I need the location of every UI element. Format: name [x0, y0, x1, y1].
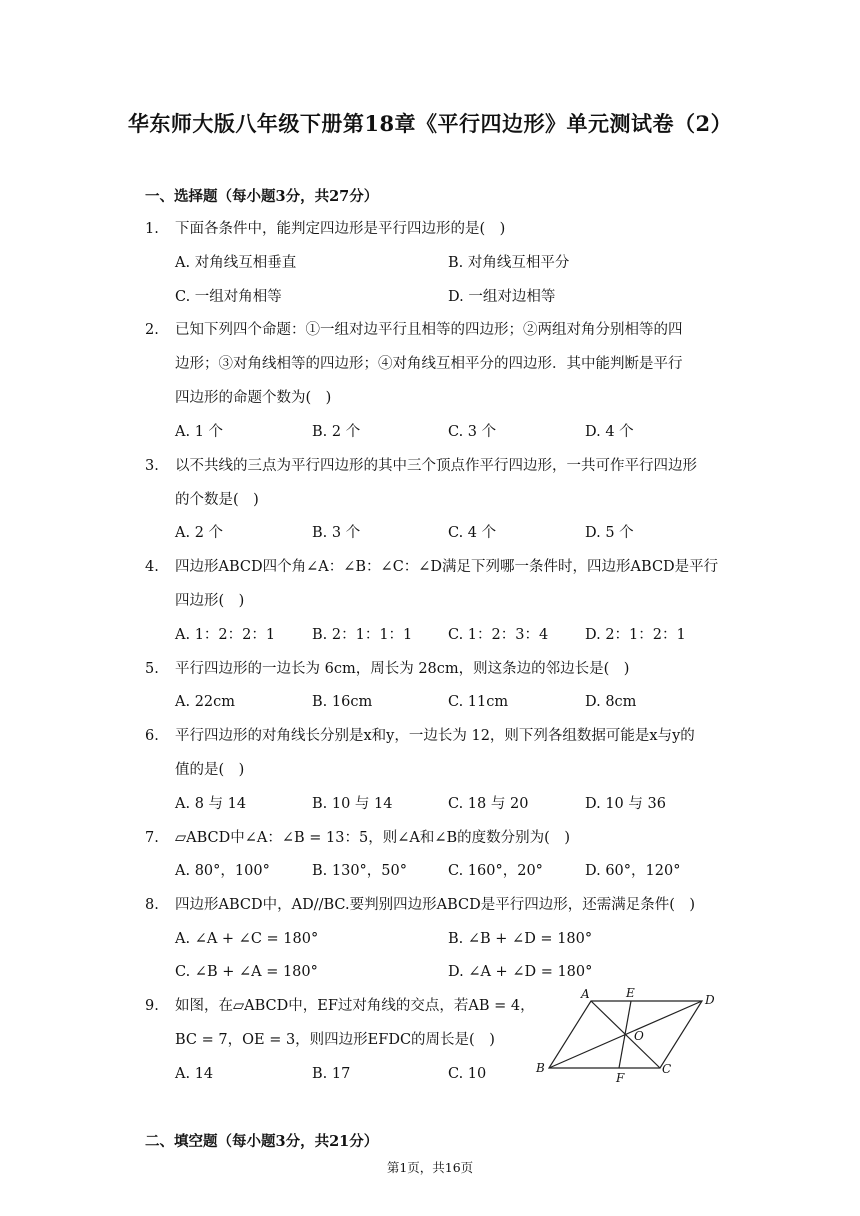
- option-b[interactable]: B. ∠B + ∠D = 180°: [448, 931, 593, 947]
- question-text: 值的是( ): [175, 762, 245, 778]
- options-row: [175, 246, 735, 280]
- option-c[interactable]: C. 3 个: [448, 424, 497, 440]
- options-row: [175, 787, 735, 821]
- option-d[interactable]: D. 一组对边相等: [448, 289, 556, 305]
- option-a[interactable]: A. 14: [175, 1066, 214, 1082]
- option-a[interactable]: A. 22cm: [175, 694, 236, 710]
- question-number: 1.: [145, 221, 159, 237]
- option-b[interactable]: B. 10 与 14: [312, 796, 393, 812]
- option-c[interactable]: C. ∠B + ∠A = 180°: [175, 964, 318, 980]
- option-b[interactable]: B. 16cm: [312, 694, 373, 710]
- option-a[interactable]: A. 2 个: [175, 525, 224, 541]
- option-c[interactable]: C. 160°，20°: [448, 863, 543, 879]
- question-text: 下面各条件中，能判定四边形是平行四边形的是( ): [175, 221, 506, 237]
- label-d: D: [705, 993, 715, 1007]
- option-c[interactable]: C. 18 与 20: [448, 796, 529, 812]
- page-footer: 第1页，共16页: [386, 1160, 474, 1175]
- question-2: [145, 313, 720, 415]
- option-a[interactable]: A. 1 个: [175, 424, 224, 440]
- option-b[interactable]: B. 17: [312, 1066, 351, 1082]
- option-d[interactable]: D. 4 个: [585, 424, 634, 440]
- options-row: [175, 280, 735, 314]
- question-number: 3.: [145, 458, 159, 474]
- question-text: 的个数是( ): [175, 492, 259, 508]
- question-text: 边形；③对角线相等的四边形；④对角线互相平分的四边形．其中能判断是平行: [175, 356, 683, 372]
- question-text: 四边形( ): [175, 593, 245, 609]
- option-d[interactable]: D. 5 个: [585, 525, 634, 541]
- label-o: O: [634, 1029, 644, 1043]
- option-a[interactable]: A. 1：2：2：1: [175, 627, 276, 643]
- question-text: 平行四边形的对角线长分别是x和y，一边长为 12，则下列各组数据可能是x与y的: [175, 728, 695, 744]
- question-number: 2.: [145, 322, 159, 338]
- section-heading-fill: 二、填空题（每小题3分，共21分）: [145, 1133, 379, 1150]
- options-row: [175, 955, 735, 989]
- option-c[interactable]: C. 4 个: [448, 525, 497, 541]
- question-text: 平行四边形的一边长为 6cm，周长为 28cm，则这条边的邻边长是( ): [175, 661, 630, 677]
- option-a[interactable]: A. ∠A + ∠C = 180°: [175, 931, 319, 947]
- question-number: 7.: [145, 830, 159, 846]
- question-5: [145, 652, 720, 686]
- options-row: [175, 415, 735, 449]
- label-b: B: [536, 1061, 545, 1075]
- options-row: [175, 1057, 515, 1091]
- option-d[interactable]: D. 10 与 36: [585, 796, 666, 812]
- options-row: [175, 854, 735, 888]
- options-row: [175, 618, 735, 652]
- question-3: [145, 449, 720, 517]
- question-text: BC = 7，OE = 3，则四边形EFDC的周长是( ): [175, 1032, 495, 1048]
- section-heading-choice: 一、选择题（每小题3分，共27分）: [145, 188, 379, 205]
- question-8: [145, 888, 720, 922]
- option-c[interactable]: C. 一组对角相等: [175, 289, 282, 305]
- question-number: 8.: [145, 897, 159, 913]
- segment-ef: [619, 1001, 631, 1068]
- label-e: E: [626, 986, 635, 1000]
- question-9: [145, 989, 545, 1057]
- option-b[interactable]: B. 3 个: [312, 525, 361, 541]
- option-d[interactable]: D. 2：1：2：1: [585, 627, 686, 643]
- option-c[interactable]: C. 10: [448, 1066, 487, 1082]
- label-f: F: [616, 1071, 625, 1085]
- page-title: 华东师大版八年级下册第18章《平行四边形》单元测试卷（2）: [127, 111, 733, 136]
- question-text: 四边形ABCD中，AD//BC.要判别四边形ABCD是平行四边形，还需满足条件( ): [175, 897, 696, 913]
- question-text: ▱ABCD中∠A：∠B = 13：5，则∠A和∠B的度数分别为( ): [175, 830, 570, 846]
- option-c[interactable]: C. 11cm: [448, 694, 509, 710]
- question-text: 以不共线的三点为平行四边形的其中三个顶点作平行四边形，一共可作平行四边形: [175, 458, 697, 474]
- option-d[interactable]: D. ∠A + ∠D = 180°: [448, 964, 593, 980]
- question-text: 已知下列四个命题：①一组对边平行且相等的四边形；②两组对角分别相等的四: [175, 322, 683, 338]
- question-text: 四边形ABCD四个角∠A：∠B：∠C：∠D满足下列哪一条件时，四边形ABCD是平行: [175, 559, 719, 575]
- question-number: 6.: [145, 728, 159, 744]
- label-c: C: [662, 1062, 672, 1076]
- option-d[interactable]: D. 8cm: [585, 694, 637, 710]
- options-row: [175, 516, 735, 550]
- option-a[interactable]: A. 对角线互相垂直: [175, 255, 297, 271]
- question-4: [145, 550, 720, 618]
- question-number: 5.: [145, 661, 159, 677]
- parallelogram-figure: [535, 985, 730, 1085]
- options-row: [175, 685, 735, 719]
- question-7: [145, 821, 720, 855]
- question-text: 如图，在▱ABCD中，EF过对角线的交点，若AB = 4，: [175, 998, 535, 1014]
- option-a[interactable]: A. 80°，100°: [175, 863, 270, 879]
- option-b[interactable]: B. 对角线互相平分: [448, 255, 570, 271]
- option-b[interactable]: B. 2 个: [312, 424, 361, 440]
- option-c[interactable]: C. 1：2：3：4: [448, 627, 549, 643]
- question-1: [145, 212, 720, 246]
- question-number: 9.: [145, 998, 159, 1014]
- parallelogram-diagram: [535, 985, 730, 1085]
- question-6: [145, 719, 720, 787]
- option-a[interactable]: A. 8 与 14: [175, 796, 247, 812]
- label-a: A: [581, 987, 590, 1001]
- option-d[interactable]: D. 60°，120°: [585, 863, 681, 879]
- option-b[interactable]: B. 2：1：1：1: [312, 627, 413, 643]
- question-number: 4.: [145, 559, 159, 575]
- option-b[interactable]: B. 130°，50°: [312, 863, 408, 879]
- question-text: 四边形的命题个数为( ): [175, 390, 332, 406]
- options-row: [175, 922, 735, 956]
